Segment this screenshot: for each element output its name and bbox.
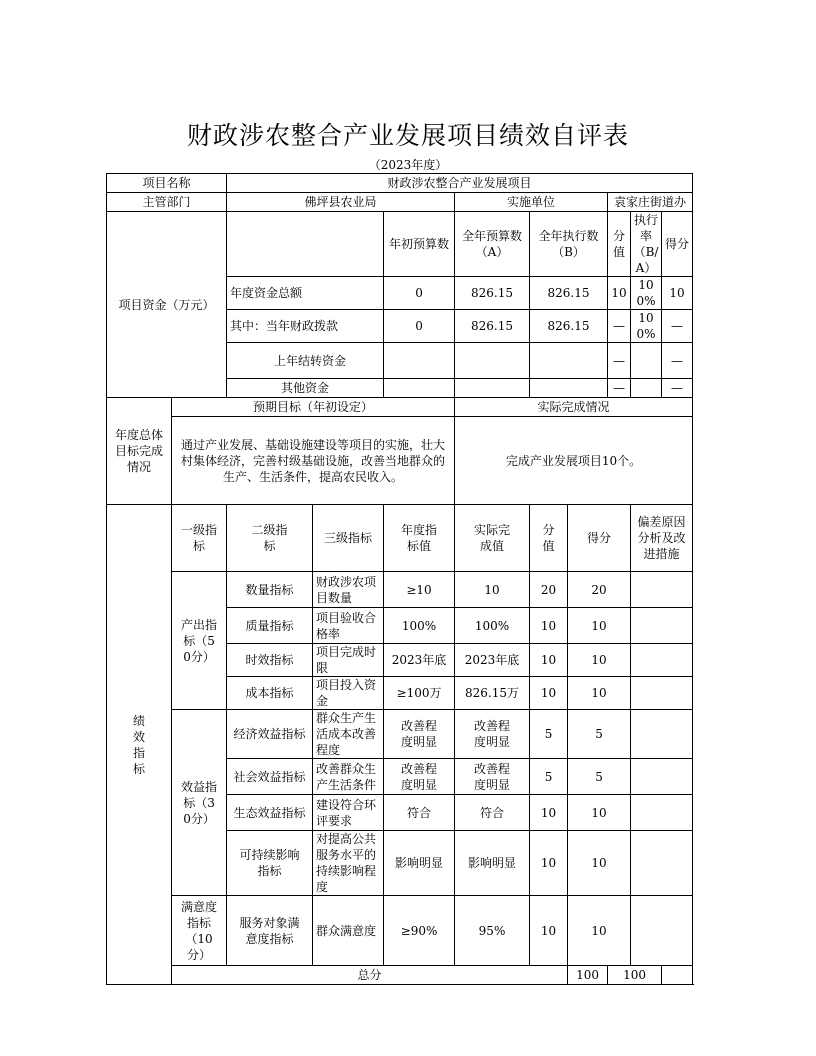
total-score-value: 100	[568, 966, 608, 985]
funds-header-exec-rate: 执行率（B/A）	[631, 212, 662, 277]
funds-cell	[384, 379, 455, 398]
goals-label: 年度总体目标完成情况	[107, 398, 172, 505]
funds-row-label: 其中：当年财政拨款	[227, 310, 384, 343]
ind-level3: 建设符合环评要求	[313, 795, 384, 831]
goals-actual-header: 实际完成情况	[455, 398, 693, 417]
ind-score-value: 10	[530, 795, 568, 831]
ind-header-actual: 实际完成值	[455, 505, 530, 572]
goals-expected-text: 通过产业发展、基础设施建设等项目的实施，壮大村集体经济，完善村级基础设施，改善当地群众的生产、生活条件，提高农民收入。	[172, 417, 455, 505]
ind-level2: 可持续影响指标	[227, 831, 313, 896]
ind-target: 改善程度明显	[384, 710, 455, 759]
document-title: 财政涉农整合产业发展项目绩效自评表	[186, 121, 629, 150]
total-reason	[662, 966, 693, 985]
ind-header-level1: 一级指标	[172, 505, 227, 572]
ind-score-value: 10	[530, 831, 568, 896]
funds-cell: —	[608, 310, 631, 343]
ind-score: 10	[568, 896, 631, 966]
ind-actual: 改善程度明显	[455, 759, 530, 795]
total-score: 100	[608, 966, 662, 985]
funds-row-label: 其他资金	[227, 379, 384, 398]
ind-score: 5	[568, 759, 631, 795]
ind-target: ≥10	[384, 572, 455, 608]
ind-reason	[631, 572, 693, 608]
impl-unit-value: 袁家庄街道办	[608, 193, 693, 212]
ind-actual: 符合	[455, 795, 530, 831]
ind-reason	[631, 710, 693, 759]
ind-target: ≥100万	[384, 677, 455, 710]
funds-header-exec-b: 全年执行数（B）	[530, 212, 608, 277]
ind-score-value: 10	[530, 608, 568, 644]
ind-score: 10	[568, 831, 631, 896]
funds-header-initial: 年初预算数	[384, 212, 455, 277]
impl-unit-label: 实施单位	[455, 193, 608, 212]
project-name-value: 财政涉农整合产业发展项目	[227, 174, 693, 193]
ind-score: 5	[568, 710, 631, 759]
ind-score-value: 5	[530, 710, 568, 759]
ind-level3: 群众满意度	[313, 896, 384, 966]
ind-header-level2: 二级指标	[227, 505, 313, 572]
funds-cell: 826.15	[530, 310, 608, 343]
funds-cell	[455, 379, 530, 398]
project-name-label: 项目名称	[107, 174, 227, 193]
ind-level2: 生态效益指标	[227, 795, 313, 831]
ind-header-score: 得分	[568, 505, 631, 572]
ind-target: 改善程度明显	[384, 759, 455, 795]
ind-target: ≥90%	[384, 896, 455, 966]
funds-cell: 826.15	[455, 310, 530, 343]
ind-level3: 项目完成时限	[313, 644, 384, 677]
ind-header-reason: 偏差原因分析及改进措施	[631, 505, 693, 572]
funds-cell: —	[662, 343, 693, 379]
ind-actual: 95%	[455, 896, 530, 966]
ind-actual: 2023年底	[455, 644, 530, 677]
ind-score: 20	[568, 572, 631, 608]
ind-level2: 经济效益指标	[227, 710, 313, 759]
funds-cell: —	[608, 343, 631, 379]
goals-actual-text: 完成产业发展项目10个。	[455, 417, 693, 505]
funds-cell	[455, 343, 530, 379]
ind-header-score-value: 分值	[530, 505, 568, 572]
ind-reason	[631, 831, 693, 896]
ind-level2: 服务对象满意度指标	[227, 896, 313, 966]
funds-cell: 100%	[631, 277, 662, 310]
ind-target: 符合	[384, 795, 455, 831]
ind-level1: 满意度指标（10分）	[172, 896, 227, 966]
ind-actual: 改善程度明显	[455, 710, 530, 759]
funds-cell	[384, 343, 455, 379]
funds-row-label: 年度资金总额	[227, 277, 384, 310]
ind-reason	[631, 677, 693, 710]
ind-level3: 群众生产生活成本改善程度	[313, 710, 384, 759]
dept-value: 佛坪县农业局	[227, 193, 455, 212]
funds-cell: —	[608, 379, 631, 398]
ind-score-value: 20	[530, 572, 568, 608]
ind-level3: 项目投入资金	[313, 677, 384, 710]
document-subtitle: （2023年度）	[368, 158, 448, 172]
ind-level2: 社会效益指标	[227, 759, 313, 795]
funds-header-budget-a: 全年预算数（A）	[455, 212, 530, 277]
funds-cell	[631, 343, 662, 379]
ind-target: 影响明显	[384, 831, 455, 896]
ind-level2: 数量指标	[227, 572, 313, 608]
ind-header-target: 年度指标值	[384, 505, 455, 572]
funds-cell: 826.15	[455, 277, 530, 310]
funds-header-score-value: 分值	[608, 212, 631, 277]
funds-cell: 0	[384, 277, 455, 310]
ind-actual: 10	[455, 572, 530, 608]
ind-score: 10	[568, 644, 631, 677]
ind-reason	[631, 644, 693, 677]
ind-reason	[631, 759, 693, 795]
performance-table	[106, 173, 693, 985]
ind-score: 10	[568, 677, 631, 710]
indicator-row	[107, 896, 693, 966]
total-label: 总分	[172, 966, 568, 985]
indicator-row	[107, 572, 693, 608]
ind-score-value: 10	[530, 644, 568, 677]
goals-expected-header: 预期目标（年初设定）	[172, 398, 455, 417]
ind-target: 100%	[384, 608, 455, 644]
ind-reason	[631, 795, 693, 831]
funds-header-score: 得分	[662, 212, 693, 277]
ind-level2: 成本指标	[227, 677, 313, 710]
funds-cell	[530, 379, 608, 398]
ind-level3: 对提高公共服务水平的持续影响程度	[313, 831, 384, 896]
ind-score-value: 10	[530, 677, 568, 710]
funds-cell: —	[662, 310, 693, 343]
ind-reason	[631, 608, 693, 644]
funds-cell: 10	[662, 277, 693, 310]
funds-cell: 100%	[631, 310, 662, 343]
ind-level3: 财政涉农项目数量	[313, 572, 384, 608]
funds-label: 项目资金（万元）	[107, 212, 227, 398]
ind-score-value: 5	[530, 759, 568, 795]
ind-reason	[631, 896, 693, 966]
funds-cell	[631, 379, 662, 398]
ind-target: 2023年底	[384, 644, 455, 677]
funds-row-label: 上年结转资金	[227, 343, 384, 379]
ind-score-value: 10	[530, 896, 568, 966]
ind-score: 10	[568, 608, 631, 644]
ind-header-level3: 三级指标	[313, 505, 384, 572]
ind-actual: 影响明显	[455, 831, 530, 896]
indicator-row	[107, 710, 693, 759]
ind-level2: 质量指标	[227, 608, 313, 644]
indicators-label: 绩效指标	[107, 505, 172, 985]
ind-level3: 改善群众生产生活条件	[313, 759, 384, 795]
funds-cell	[530, 343, 608, 379]
funds-header-blank	[227, 212, 384, 277]
funds-cell: —	[662, 379, 693, 398]
ind-actual: 826.15万	[455, 677, 530, 710]
dept-label: 主管部门	[107, 193, 227, 212]
funds-cell: 0	[384, 310, 455, 343]
funds-cell: 826.15	[530, 277, 608, 310]
ind-actual: 100%	[455, 608, 530, 644]
ind-level1: 产出指标（50分）	[172, 572, 227, 710]
ind-level3: 项目验收合格率	[313, 608, 384, 644]
funds-cell: 10	[608, 277, 631, 310]
ind-level1: 效益指标（30分）	[172, 710, 227, 896]
ind-score: 10	[568, 795, 631, 831]
ind-level2: 时效指标	[227, 644, 313, 677]
